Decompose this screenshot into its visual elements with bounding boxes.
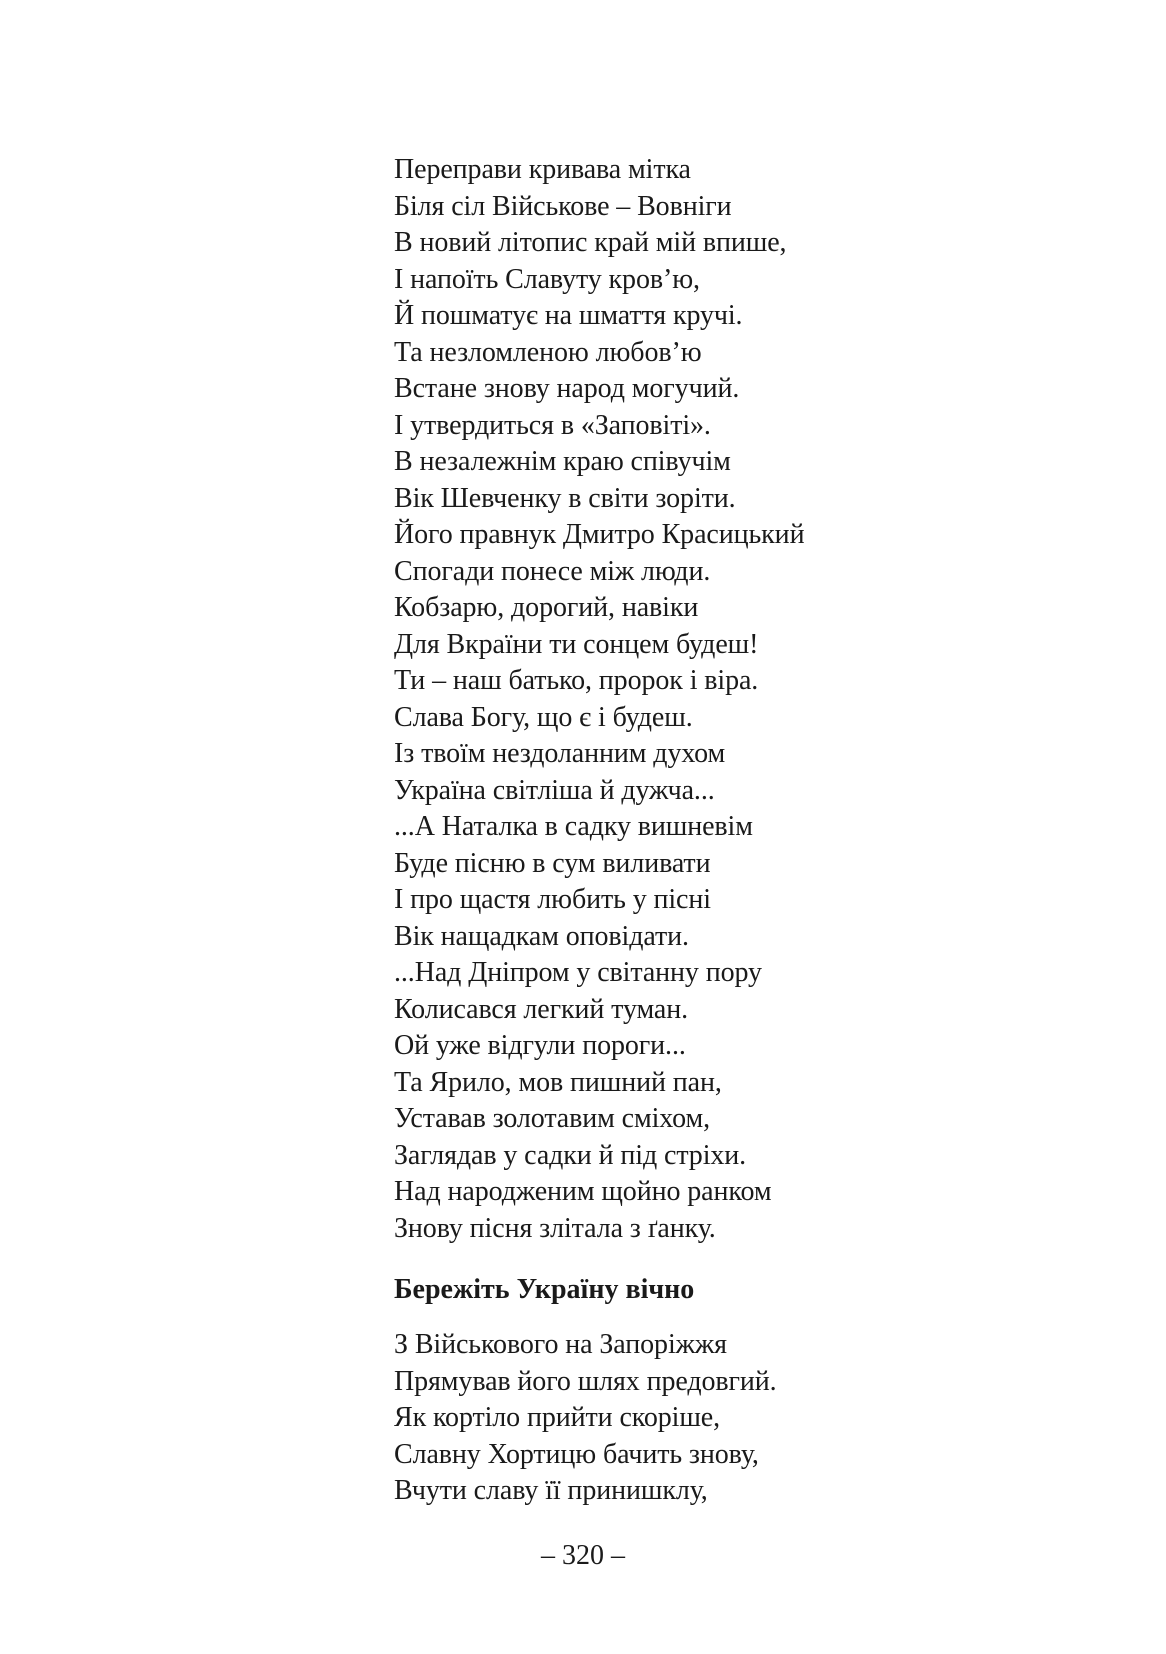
poem-line: В незалежнім краю співучім <box>394 446 731 477</box>
poem-line: Знову пісня злітала з ґанку. <box>394 1212 716 1244</box>
poem-line: І утвердиться в «Заповіті». <box>394 409 711 441</box>
poem-line: З Військового на Запоріжжя <box>394 1329 727 1360</box>
page-number: – 320 – <box>541 1540 625 1571</box>
poem-line: Заглядав у садки й під стріхи. <box>394 1139 747 1171</box>
poem-line: Спогади понесе між люди. <box>394 555 711 587</box>
poem-line: ...Над Дніпром у світанну пору <box>394 957 762 988</box>
poem-line: Біля сіл Військове – Вовніги <box>394 190 732 222</box>
poem-line: Й пошматує на шмаття кручі. <box>394 300 743 331</box>
poem-line: Буде пісню в сум виливати <box>394 847 711 879</box>
poem-title: Бережіть Україну вічно <box>394 1274 695 1305</box>
poem-line: Україна світліша й дужча... <box>394 774 715 806</box>
poem-line: І напоїть Славуту кров’ю, <box>394 263 700 295</box>
poem-line: Встане знову народ могучий. <box>394 373 740 404</box>
poem-line: І про щастя любить у пісні <box>394 884 711 915</box>
poem-line: Ой уже відгули пороги... <box>394 1030 686 1061</box>
poem-line: Вік Шевченку в світи зоріти. <box>394 482 736 514</box>
poem-line: Та незломленою любов’ю <box>394 336 702 368</box>
poem-line: Прямував його шлях предовгий. <box>394 1365 777 1397</box>
poem-line: Для Вкраїни ти сонцем будеш! <box>394 628 759 660</box>
poem-line: ...А Наталка в садку вишневім <box>394 811 753 842</box>
poem-line: Його правнук Дмитро Красицький <box>394 519 805 550</box>
poem-line: Над народженим щойно ранком <box>394 1176 772 1207</box>
poem-stanza-1 <box>394 152 914 1247</box>
poem-line: Як кортіло прийти скоріше, <box>394 1402 721 1433</box>
poem-line: Вчути славу її принишклу, <box>394 1475 708 1506</box>
poem-line: Переправи кривава мітка <box>394 154 691 185</box>
poem-line: Уставав золотавим сміхом, <box>394 1103 711 1134</box>
poem-line: Вік нащадкам оповідати. <box>394 920 689 952</box>
poem-line: Колисався легкий туман. <box>394 993 689 1025</box>
poem-line: Ти – наш батько, пророк і віра. <box>394 665 759 696</box>
poem-line: Та Ярило, мов пишний пан, <box>394 1066 722 1098</box>
poem-stanza-2 <box>394 1327 914 1510</box>
poem-line: В новий літопис край мій впише, <box>394 227 787 258</box>
poem-line: Із твоїм нездоланним духом <box>394 738 726 769</box>
poem-line: Слава Богу, що є і будеш. <box>394 701 693 733</box>
poem-line: Кобзарю, дорогий, навіки <box>394 592 699 623</box>
poem-line: Славну Хортицю бачить знову, <box>394 1438 759 1470</box>
